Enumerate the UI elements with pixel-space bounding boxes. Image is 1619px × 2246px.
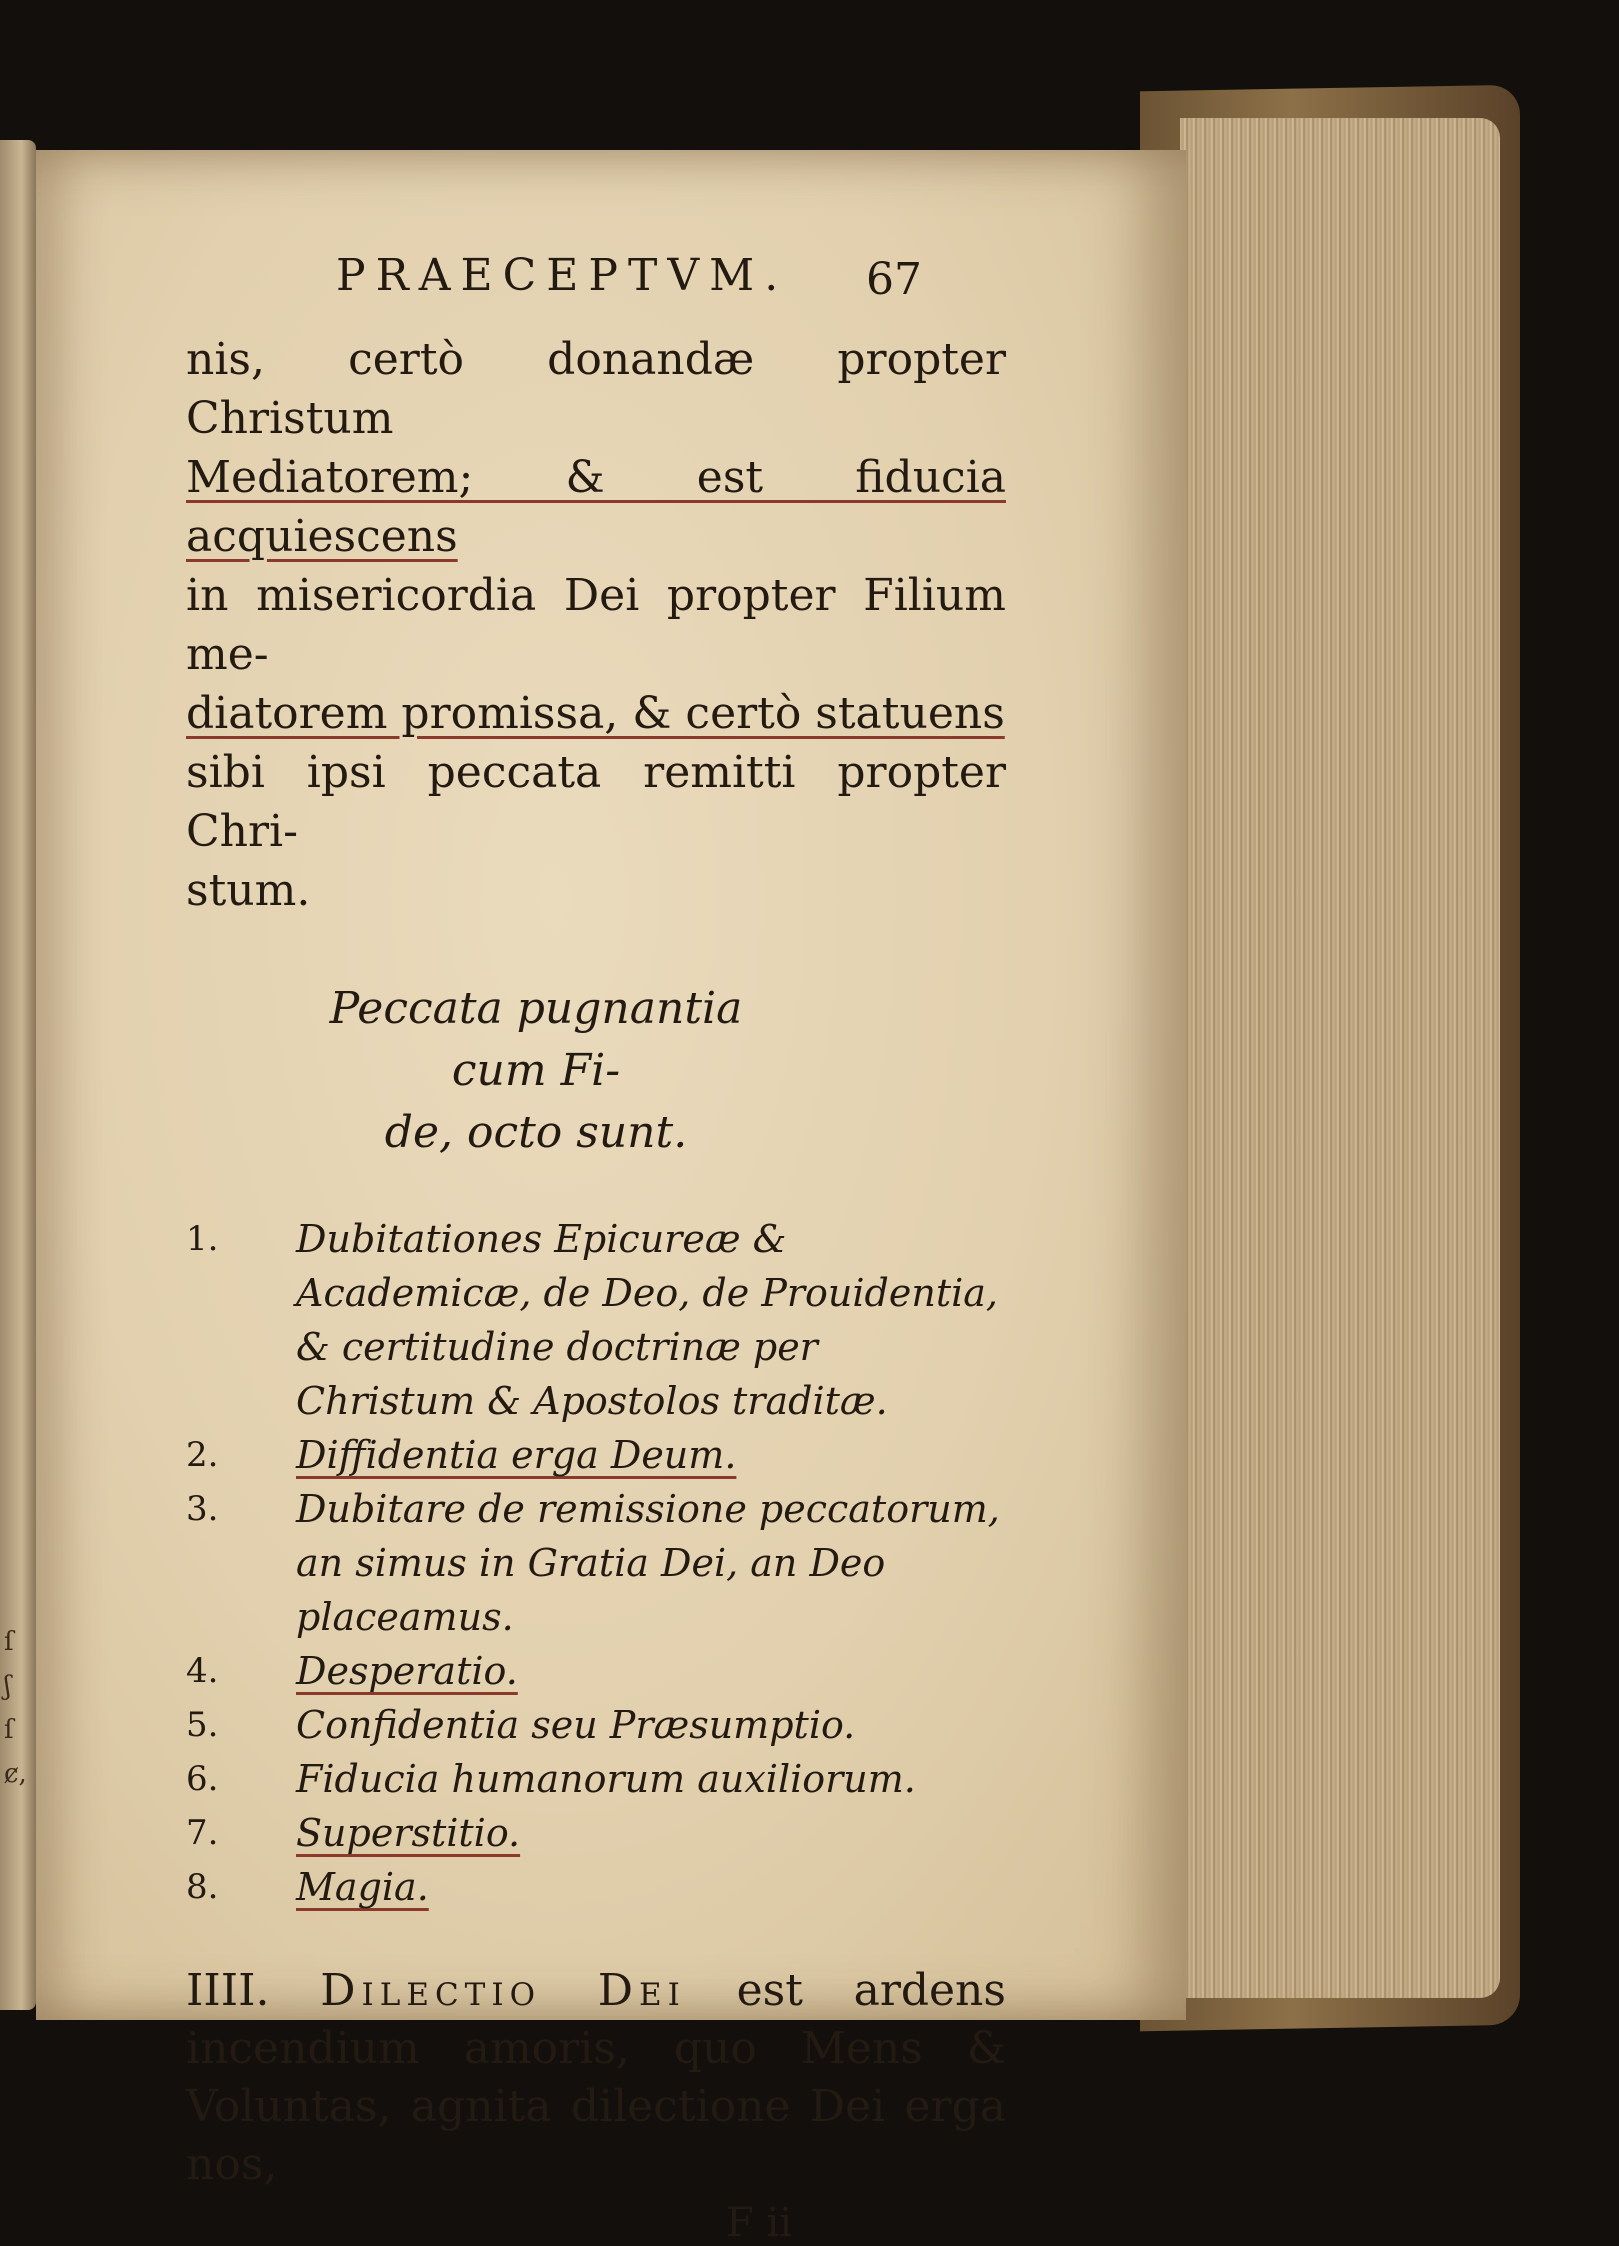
- left-page-edge: [0, 140, 36, 2010]
- page-block-edges: [1180, 118, 1500, 1998]
- paragraph-line: diatorem promissa, & certò statuens: [186, 688, 1005, 739]
- section-lead: Dilectio Dei: [320, 1965, 686, 2016]
- heading-line: Peccata pugnantia cum Fi-: [329, 983, 743, 1096]
- list-number: 8.: [186, 1867, 219, 1907]
- signature-mark: F ii: [726, 2200, 793, 2246]
- list-number: 5.: [186, 1705, 219, 1745]
- list-number: 2.: [186, 1435, 219, 1475]
- heading-line: de, octo sunt.: [384, 1107, 688, 1158]
- sins-list: [186, 1212, 1006, 1914]
- list-item: [186, 1644, 1006, 1698]
- list-text: Dubitationes Epicureæ & Academicæ, de Deo, de Prouidentia, & certitudine doctrinæ per Christum & Apostolos traditæ.: [296, 1217, 998, 1423]
- section-text: est ardens incendium amoris, quo Mens & Voluntas, agnita dilectione Dei erga nos,: [186, 1965, 1006, 2190]
- left-page-marks: ſ ʃ ſ ȼ,: [4, 1627, 27, 1789]
- list-number: 3.: [186, 1489, 219, 1529]
- running-title: PRAECEPTVM.: [336, 250, 789, 301]
- page-number: 67: [866, 254, 922, 305]
- list-text: Fiducia humanorum auxiliorum.: [296, 1757, 916, 1801]
- list-item: [186, 1212, 1006, 1428]
- page-header: [186, 250, 1006, 330]
- list-text: Desperatio.: [296, 1649, 518, 1693]
- list-item: [186, 1752, 1006, 1806]
- paragraph-line: in misericordia Dei propter Filium me-: [186, 570, 1006, 680]
- paragraph-line: nis, certò donandæ propter Christum: [186, 334, 1006, 444]
- list-text: Magia.: [296, 1865, 429, 1909]
- list-number: 7.: [186, 1813, 219, 1853]
- page-text-block: [186, 250, 1006, 2246]
- list-item: [186, 1482, 1006, 1644]
- list-number: 1.: [186, 1219, 219, 1259]
- paragraph-line: sibi ipsi peccata remitti propter Chri-: [186, 747, 1006, 857]
- dilectio-section: [186, 1962, 1006, 2194]
- section-number: IIII.: [186, 1965, 270, 2016]
- list-item: [186, 1698, 1006, 1752]
- paragraph-line: stum.: [186, 865, 311, 916]
- list-text: Confidentia seu Præsumptio.: [296, 1703, 856, 1747]
- fides-paragraph: [186, 330, 1006, 920]
- list-text: Superstitio.: [296, 1811, 521, 1855]
- list-item: [186, 1806, 1006, 1860]
- list-text: Diffidentia erga Deum.: [296, 1433, 737, 1477]
- list-number: 6.: [186, 1759, 219, 1799]
- paragraph-line: Mediatorem; & est fiducia acquiescens: [186, 452, 1006, 562]
- list-text: Dubitare de remissione peccatorum, an simus in Gratia Dei, an Deo placeamus.: [296, 1487, 1000, 1639]
- list-item: [186, 1428, 1006, 1482]
- book-page: [36, 150, 1186, 2246]
- list-number: 4.: [186, 1651, 219, 1691]
- list-item: [186, 1860, 1006, 1914]
- section-heading: [186, 978, 796, 1164]
